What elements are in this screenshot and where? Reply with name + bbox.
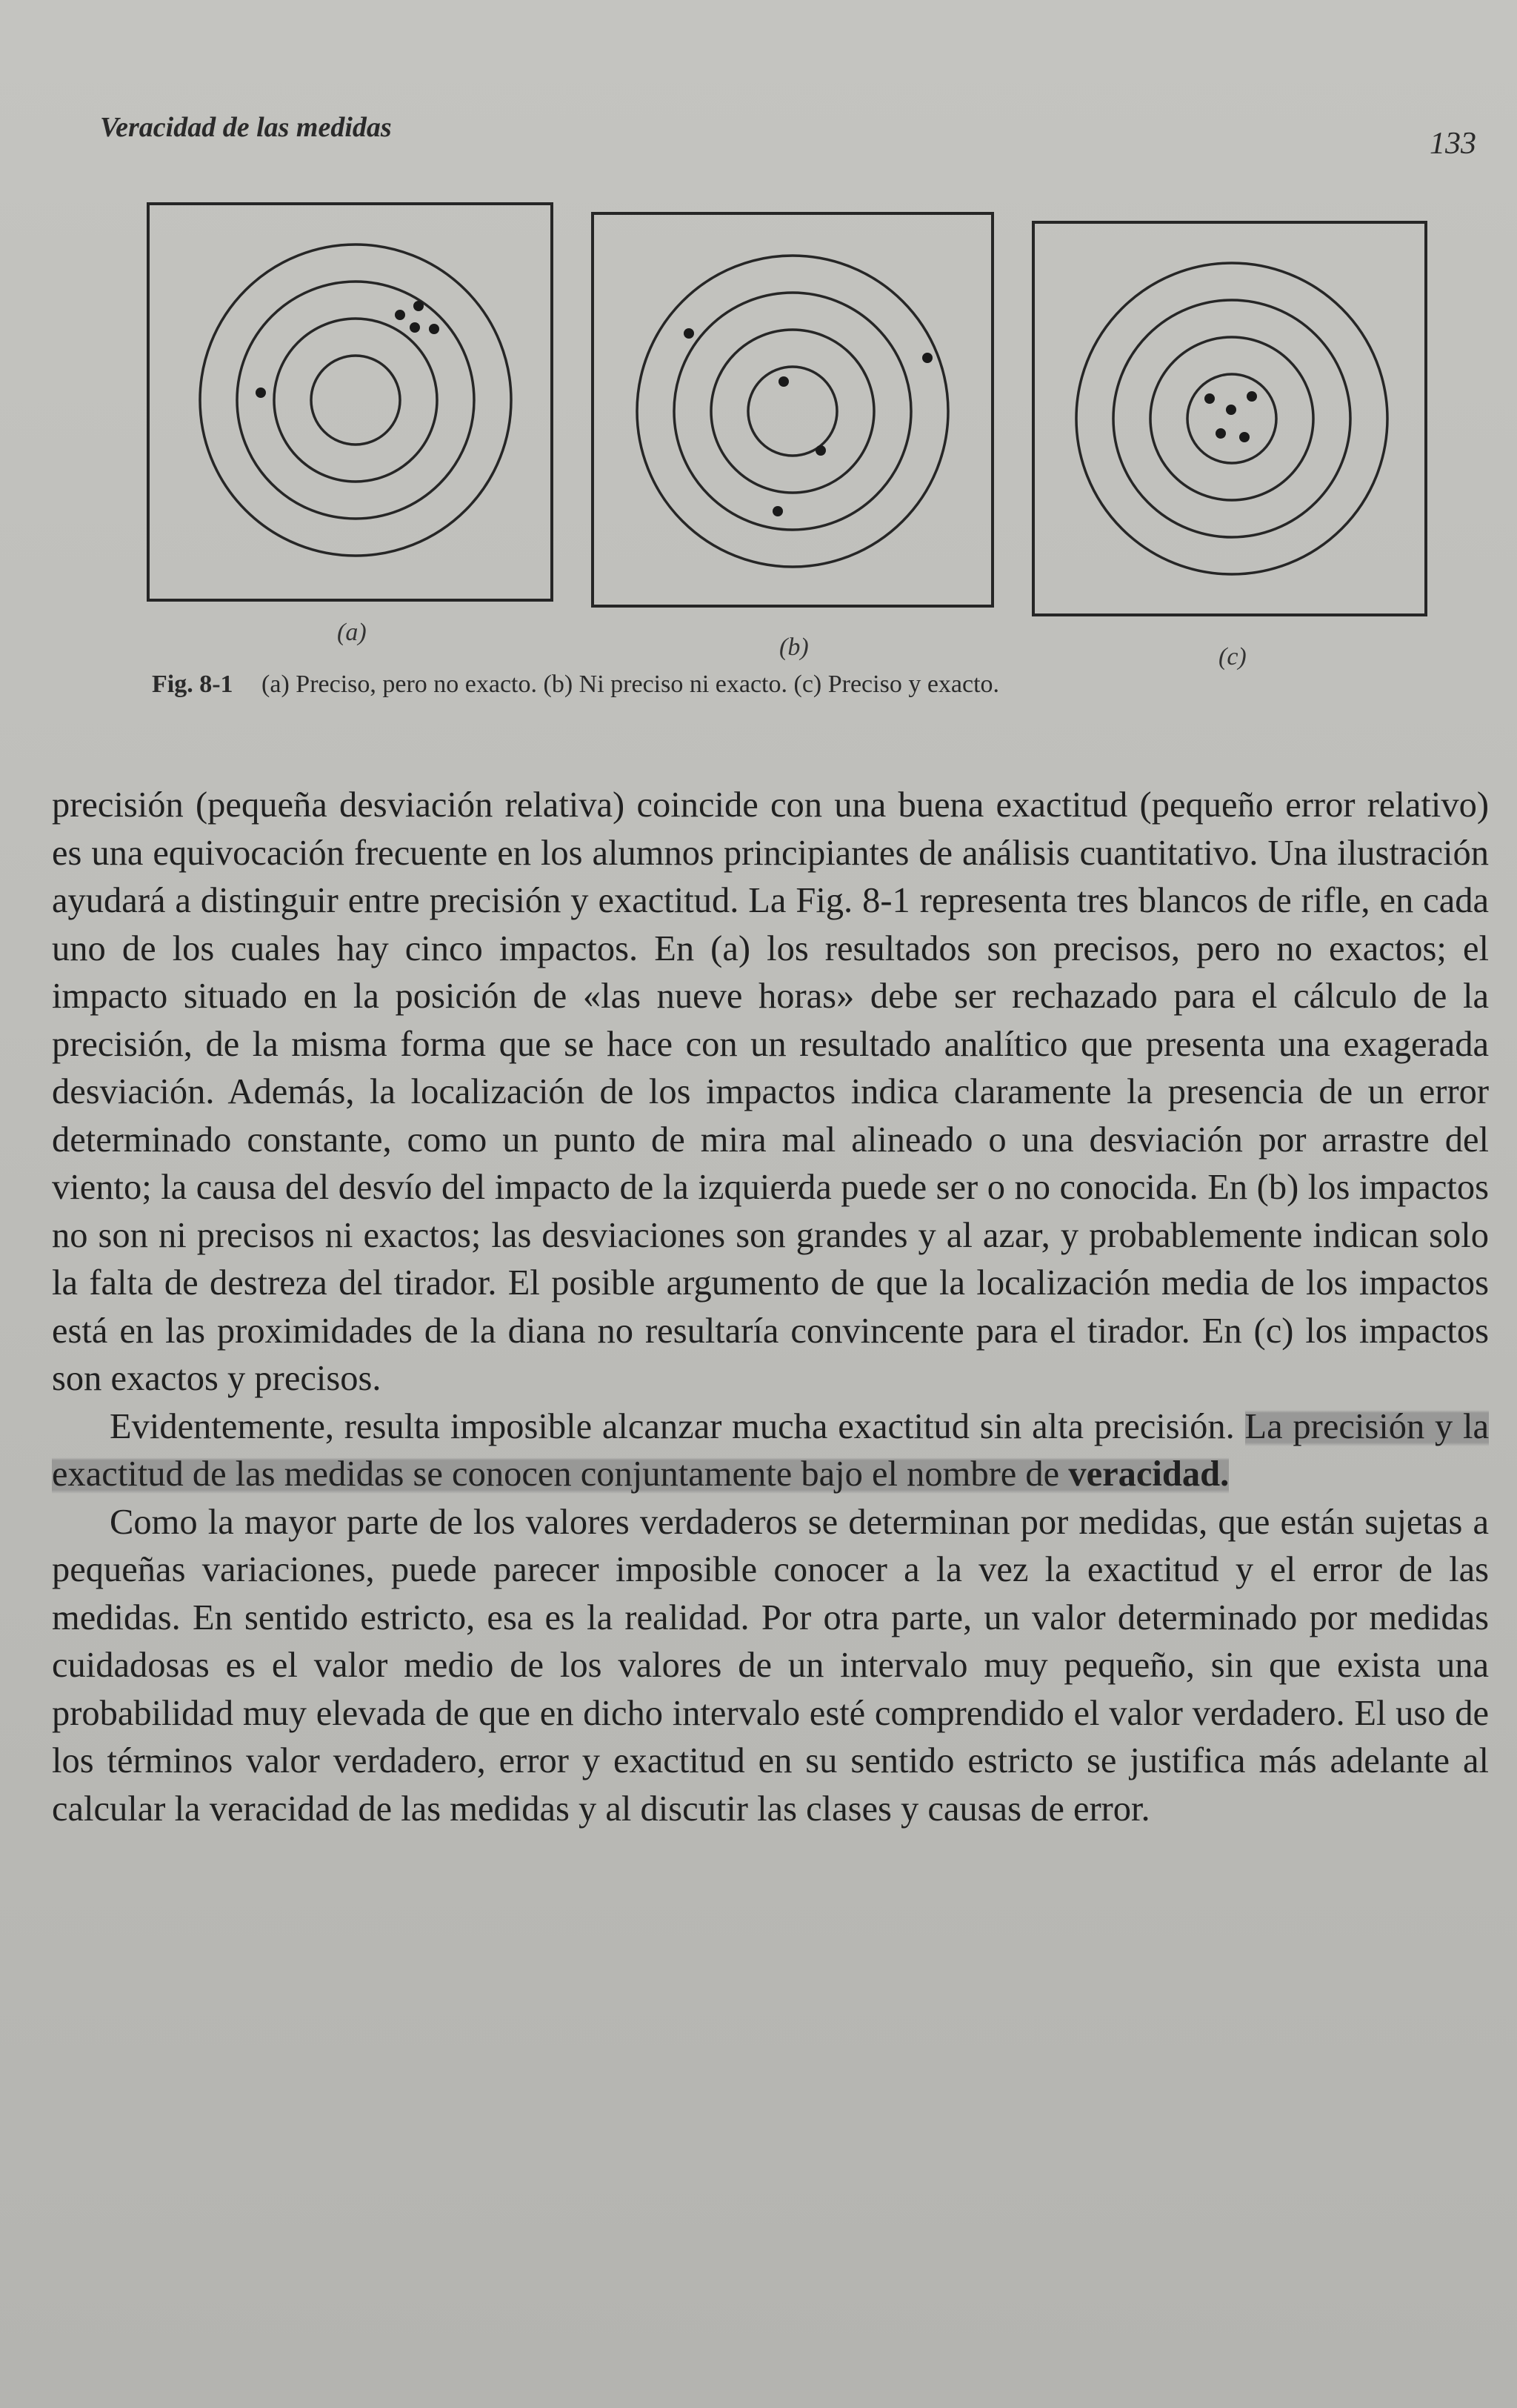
term-veracidad: veracidad. (1068, 1454, 1230, 1494)
paragraph-1: precisión (pequeña desviación relativa) coincide con una buena exactitud (pequeño error relativo) es una equivocación frecuente en los alumnos principiantes de análisis cuantitativo. Una ilustración ayudará a distinguir entre precisión y exactitud. La Fig. 8-1 representa tres blancos de rifle, en cada uno de los cuales hay cinco impactos. En (a) los resultados son precisos, pero no exactos; el impacto situado en la posición de «las nueve horas» debe ser rechazado para el cálculo de la precisión, de la misma forma que se hace con un resultado analítico que presenta una exagerada desviación. Además, la localización de los impactos indica claramente la presencia de un error determinado constante, como un punto de mira mal alineado o una desviación por arrastre del viento; la causa del desvío del impacto de la izquierda puede ser o no conocida. En (b) los impactos no son ni precisos ni exactos; las desviaciones son grandes y al azar, y probablemente indican solo la falta de destreza del tirador. El posible argumento de que la localización media de los impactos está en las proximidades de la diana no resultaría convincente para el tirador. En (c) los impactos son exactos y precisos. (52, 785, 1489, 1398)
panel-label-b: (b) (779, 633, 809, 661)
target-b (593, 213, 993, 606)
body-text (52, 782, 1489, 1833)
paragraph-3: Como la mayor parte de los valores verdaderos se determinan por medidas, que están sujetas a pequeñas variaciones, puede parecer imposible conocer a la vez la exactitud y el error de las medidas. En sentido estricto, esa es la realidad. Por otra parte, un valor determinado por medidas cuidadosas es el valor medio de los valores de un intervalo muy pequeño, sin que exista una probabilidad muy elevada de que en dicho intervalo esté comprendido el valor verdadero. El uso de los términos valor verdadero, error y exactitud en su sentido estricto se justifica más adelante al calcular la veracidad de las medidas y al discutir las clases y causas de error. (52, 1502, 1489, 1829)
paragraph-2-start: Evidentemente, resulta imposible alcanzar mucha exactitud sin alta precisión. (110, 1406, 1235, 1446)
figure-reference: Fig. 8-1 (152, 671, 233, 698)
panel-label-a: (a) (337, 619, 367, 646)
figure-caption (152, 671, 1411, 699)
panel-label-c: (c) (1218, 643, 1247, 671)
highlighted-text: La precisión y la exactitud de las medidas se conocen conjuntamente bajo el nombre de (52, 1406, 1489, 1494)
paragraph-2 (52, 1403, 1489, 1499)
figure-caption-text: (a) Preciso, pero no exacto. (b) Ni preciso ni exacto. (c) Preciso y exacto. (261, 671, 1000, 698)
target-a (148, 204, 552, 600)
running-title: Veracidad de las medidas (100, 112, 392, 143)
figure-8-1 (0, 0, 1517, 741)
page-number: 133 (1430, 127, 1476, 161)
target-c (1033, 222, 1426, 615)
